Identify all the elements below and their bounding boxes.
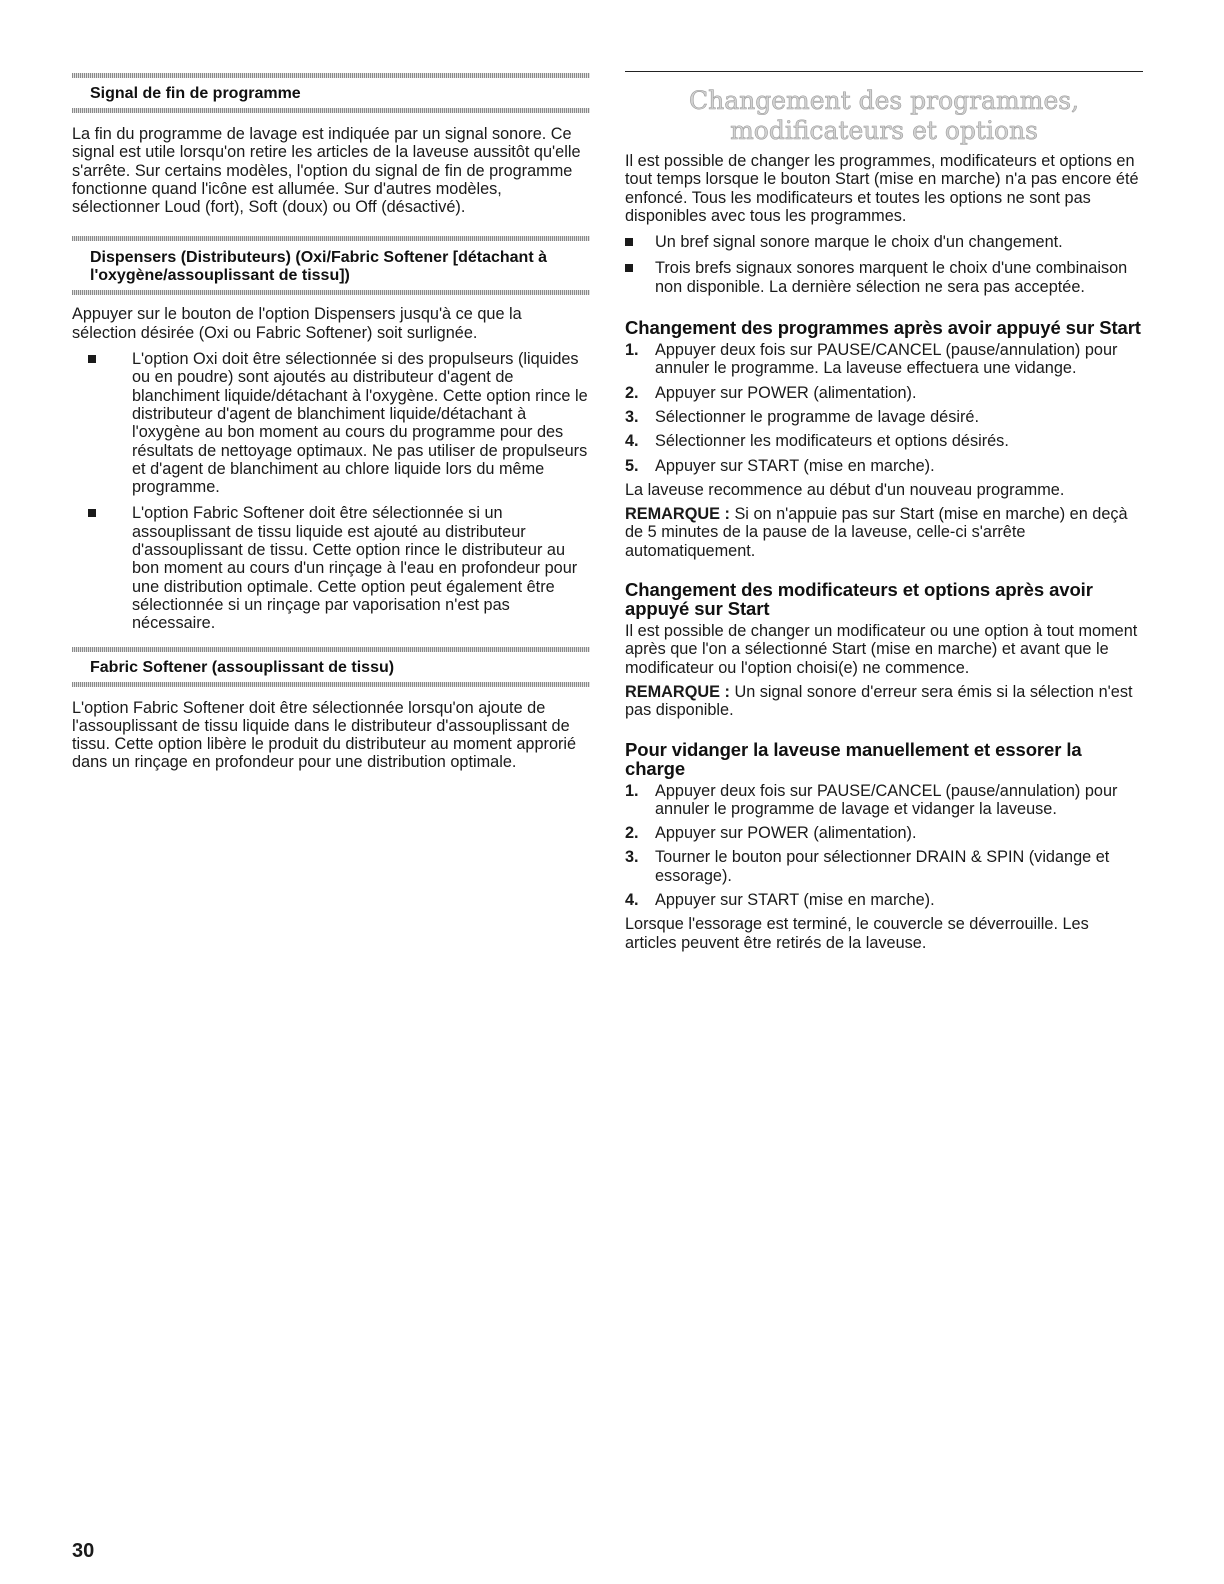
page-number: 30 bbox=[72, 1540, 95, 1562]
drain-spin-after: Lorsque l'essorage est terminé, le couvercle se déverrouille. Les articles peuvent être retirés de la laveuse. bbox=[625, 915, 1089, 952]
dispensers-intro: Appuyer sur le bouton de l'option Dispensers jusqu'à ce que la sélection désirée (Oxi ou Fabric Softener) soit surlignée. bbox=[72, 305, 522, 342]
dispensers-bullets bbox=[72, 350, 590, 632]
section-heading-change-modifiers: Changement des modificateurs et options après avoir appuyé sur Start bbox=[625, 579, 1093, 620]
right-column bbox=[625, 0, 1143, 958]
intro-bullets bbox=[625, 233, 1143, 296]
left-column bbox=[72, 0, 590, 778]
signal-text: La fin du programme de lavage est indiquée par un signal sonore. Ce signal est utile lorsqu'on retire les articles de la laveuse aussitôt qu'elle s'arrête. Sur certains modèles, l'option du signal de fin de programme fonctionne quand l'icône est allumée. Sur d'autres modèles, sélectionner Loud (fort), Soft (doux) ou Off (désactivé). bbox=[72, 125, 581, 217]
drain-spin-steps bbox=[625, 782, 1143, 910]
change-modifiers-text: Il est possible de changer un modificateur ou une option à tout moment après que l'on a sélectionné Start (mise en marche) et avant que le modificateur ou l'option choisi(e) ne commence. bbox=[625, 622, 1138, 677]
list-item: 1. Appuyer deux fois sur PAUSE/CANCEL (pause/annulation) pour annuler le programme de lavage et vidanger la laveuse. bbox=[625, 781, 1118, 818]
note: REMARQUE : Si on n'appuie pas sur Start (mise en marche) en deçà de 5 minutes de la pause de la laveuse, celle-ci s'arrête automatiquement. bbox=[625, 505, 1128, 560]
list-item: Trois brefs signaux sonores marquent le choix d'une combinaison non disponible. La dernière sélection ne sera pas acceptée. bbox=[625, 259, 1143, 296]
list-item: 4. Sélectionner les modificateurs et options désirés. bbox=[625, 432, 1009, 451]
list-item: 3. Tourner le bouton pour sélectionner DRAIN & SPIN (vidange et essorage). bbox=[625, 848, 1110, 885]
section-heading-softener: Fabric Softener (assouplissant de tissu) bbox=[90, 658, 395, 676]
list-item: 1. Appuyer deux fois sur PAUSE/CANCEL (pause/annulation) pour annuler le programme. La laveuse effectuera une vidange. bbox=[625, 341, 1118, 378]
page-title: Changement des programmes, modificateurs et options bbox=[688, 86, 1080, 145]
section-heading-change-programs: Changement des programmes après avoir appuyé sur Start bbox=[625, 317, 1141, 339]
list-item: 5. Appuyer sur START (mise en marche). bbox=[625, 456, 935, 475]
list-item: L'option Fabric Softener doit être sélectionnée si un assouplissant de tissu liquide est ajouté au distributeur d'assouplissant de tissu. Cette option rince le distributeur au bon moment au cours d'un rinçage à l'eau en profondeur pour une distribution optimale. Cette option peut également être sélectionnée si un rinçage par vaporisation n'est pas nécessaire. bbox=[72, 504, 590, 632]
list-item: 2. Appuyer sur POWER (alimentation). bbox=[625, 824, 917, 843]
list-item: 4. Appuyer sur START (mise en marche). bbox=[625, 891, 935, 910]
list-item: 3. Sélectionner le programme de lavage désiré. bbox=[625, 407, 979, 426]
note: REMARQUE : Un signal sonore d'erreur sera émis si la sélection n'est pas disponible. bbox=[625, 682, 1133, 720]
section-heading-drain-spin: Pour vidanger la laveuse manuellement et essorer la charge bbox=[625, 738, 1082, 779]
list-item: Un bref signal sonore marque le choix d'un changement. bbox=[625, 233, 1143, 251]
list-item: 2. Appuyer sur POWER (alimentation). bbox=[625, 383, 917, 402]
divider bbox=[625, 71, 1143, 72]
bullet-icon bbox=[625, 264, 633, 272]
restart-text: La laveuse recommence au début d'un nouveau programme. bbox=[625, 480, 1065, 499]
section-heading-dispensers: Dispensers (Distributeurs) (Oxi/Fabric Softener [détachant à l'oxygène/assouplissant de tissu]) bbox=[90, 249, 547, 285]
list-item: L'option Oxi doit être sélectionnée si des propulseurs (liquides ou en poudre) sont ajoutés au distributeur d'agent de blanchiment liquide/détachant à l'oxygène. Cette option rince le distributeur d'agent de blanchiment liquide/détachant à l'oxygène au bon moment au cours du programme pour des résultats de nettoyage optimaux. Ne pas utiliser de propulseurs et d'agent de blanchiment au chlore liquide lors du même programme. bbox=[72, 350, 590, 496]
softener-text: L'option Fabric Softener doit être sélectionnée lorsqu'on ajoute de l'assouplissant de tissu liquide dans le distributeur d'assouplissant de tissu. Cette option libère le produit du distributeur au moment approrié dans un rinçage en profondeur pour une distribution optimale. bbox=[72, 698, 577, 772]
bullet-icon bbox=[88, 509, 96, 517]
change-programs-steps bbox=[625, 341, 1143, 475]
intro-text: Il est possible de changer les programmes, modificateurs et options en tout temps lorsque le bouton Start (mise en marche) n'a pas encore été enfoncé. Tous les modificateurs et toutes les options ne sont pas disponibles avec tous les programmes. bbox=[625, 152, 1139, 225]
section-heading-signal: Signal de fin de programme bbox=[90, 85, 301, 102]
bullet-icon bbox=[88, 355, 96, 363]
bullet-icon bbox=[625, 238, 633, 246]
